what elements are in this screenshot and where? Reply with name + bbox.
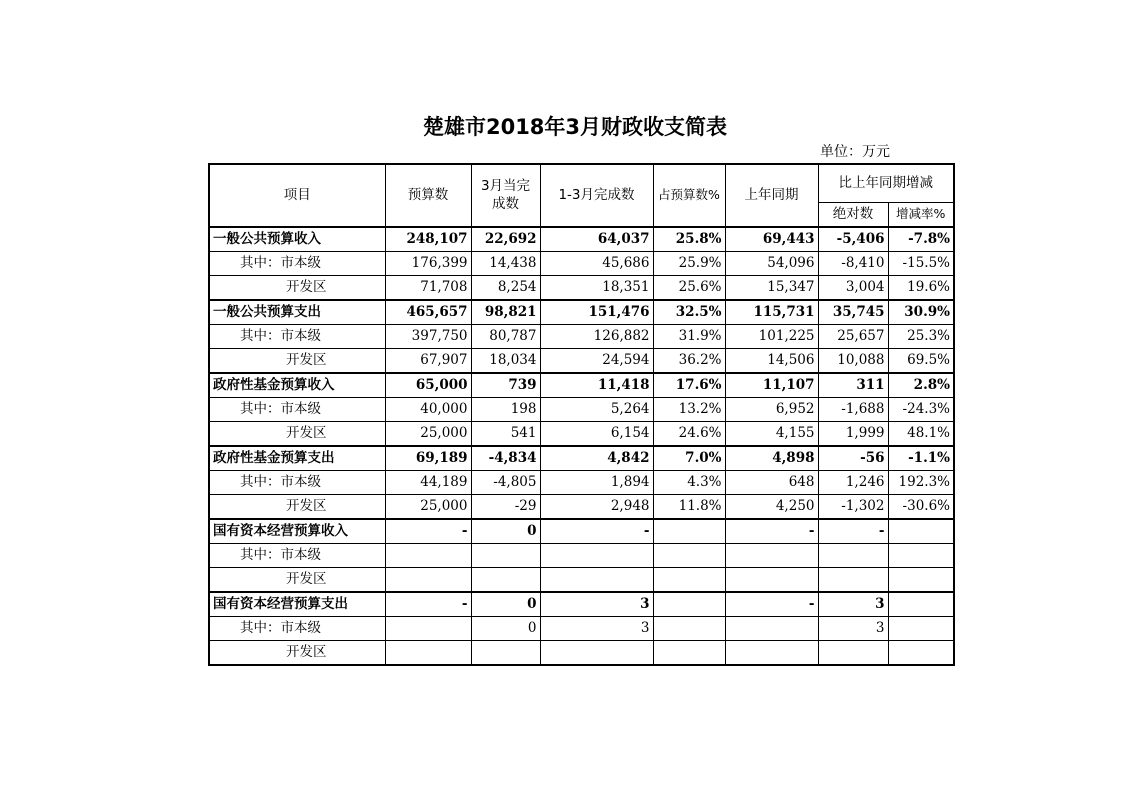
header-ytd: 1-3月完成数: [540, 164, 653, 227]
table-cell: [653, 519, 725, 544]
table-body: [209, 227, 954, 665]
table-cell: 4.3%: [653, 470, 725, 494]
table-cell: [888, 519, 954, 544]
table-cell: 31.9%: [653, 324, 725, 348]
row-label: 其中：市本级: [209, 324, 385, 348]
table-cell: 71,708: [385, 275, 471, 300]
table-cell: 176,399: [385, 251, 471, 275]
table-cell: 98,821: [471, 300, 540, 325]
table-cell: 80,787: [471, 324, 540, 348]
table-cell: 6,154: [540, 421, 653, 446]
table-cell: -5,406: [818, 227, 888, 252]
table-cell: [725, 543, 818, 567]
table-row: [209, 640, 954, 665]
table-row: [209, 470, 954, 494]
table-cell: 69,189: [385, 446, 471, 471]
table-row: [209, 251, 954, 275]
table-cell: 4,898: [725, 446, 818, 471]
header-item: 项目: [209, 164, 385, 227]
row-label: 开发区: [209, 494, 385, 519]
table-cell: 18,351: [540, 275, 653, 300]
table-cell: [471, 543, 540, 567]
row-label: 其中：市本级: [209, 251, 385, 275]
table-cell: 2.8%: [888, 373, 954, 398]
table-cell: [888, 543, 954, 567]
table-cell: 18,034: [471, 348, 540, 373]
table-cell: [540, 543, 653, 567]
row-label: 其中：市本级: [209, 470, 385, 494]
table-cell: 15,347: [725, 275, 818, 300]
table-cell: 36.2%: [653, 348, 725, 373]
unit-label: 单位：万元: [820, 144, 890, 160]
table-cell: 25,000: [385, 494, 471, 519]
table-cell: 192.3%: [888, 470, 954, 494]
table-cell: [818, 543, 888, 567]
table-row: [209, 543, 954, 567]
table-cell: 4,842: [540, 446, 653, 471]
table-cell: -1.1%: [888, 446, 954, 471]
table-cell: 69,443: [725, 227, 818, 252]
table-cell: 541: [471, 421, 540, 446]
table-cell: -56: [818, 446, 888, 471]
table-row: [209, 519, 954, 544]
row-label: 开发区: [209, 567, 385, 592]
table-cell: 25,000: [385, 421, 471, 446]
table-cell: -24.3%: [888, 397, 954, 421]
table-cell: 198: [471, 397, 540, 421]
header-pct: 占预算数%: [653, 164, 725, 227]
table-cell: [725, 616, 818, 640]
table-cell: [653, 592, 725, 617]
table-cell: 465,657: [385, 300, 471, 325]
row-label: 国有资本经营预算收入: [209, 519, 385, 544]
table-cell: -30.6%: [888, 494, 954, 519]
table-cell: [385, 543, 471, 567]
row-label: 开发区: [209, 640, 385, 665]
table-cell: 40,000: [385, 397, 471, 421]
table-cell: -8,410: [818, 251, 888, 275]
table-cell: 14,438: [471, 251, 540, 275]
table-row: [209, 567, 954, 592]
table-cell: [385, 616, 471, 640]
table-cell: -: [385, 519, 471, 544]
table-cell: -: [540, 519, 653, 544]
table-cell: -: [725, 519, 818, 544]
table-cell: 248,107: [385, 227, 471, 252]
table-cell: 3: [818, 592, 888, 617]
header-abs: 绝对数: [818, 202, 888, 227]
table-row: [209, 494, 954, 519]
table-cell: [653, 640, 725, 665]
row-label: 开发区: [209, 421, 385, 446]
table-cell: -4,805: [471, 470, 540, 494]
header-budget: 预算数: [385, 164, 471, 227]
row-label: 政府性基金预算收入: [209, 373, 385, 398]
table-cell: 4,155: [725, 421, 818, 446]
table-row: [209, 592, 954, 617]
table-cell: -: [818, 519, 888, 544]
table-cell: 13.2%: [653, 397, 725, 421]
table-cell: [818, 567, 888, 592]
row-label: 其中：市本级: [209, 543, 385, 567]
table-cell: 25,657: [818, 324, 888, 348]
header-month: [471, 164, 540, 227]
table-cell: 25.8%: [653, 227, 725, 252]
table-cell: 48.1%: [888, 421, 954, 446]
table-cell: 5,264: [540, 397, 653, 421]
table-cell: [471, 640, 540, 665]
table-cell: [385, 567, 471, 592]
table-cell: 115,731: [725, 300, 818, 325]
finance-table: [208, 163, 955, 666]
table-cell: [471, 567, 540, 592]
table-cell: 11.8%: [653, 494, 725, 519]
row-label: 其中：市本级: [209, 397, 385, 421]
table-cell: 11,107: [725, 373, 818, 398]
table-cell: 65,000: [385, 373, 471, 398]
table-row: [209, 348, 954, 373]
table-cell: [888, 640, 954, 665]
table-cell: 22,692: [471, 227, 540, 252]
table-cell: 44,189: [385, 470, 471, 494]
table-cell: 151,476: [540, 300, 653, 325]
table-cell: 24,594: [540, 348, 653, 373]
table-row: [209, 446, 954, 471]
table-row: [209, 421, 954, 446]
table-cell: -1,688: [818, 397, 888, 421]
table-cell: [653, 567, 725, 592]
table-cell: 101,225: [725, 324, 818, 348]
table-cell: 6,952: [725, 397, 818, 421]
table-cell: 10,088: [818, 348, 888, 373]
header-lastyear: 上年同期: [725, 164, 818, 227]
table-row: [209, 227, 954, 252]
table-row: [209, 616, 954, 640]
table-row: [209, 324, 954, 348]
table-cell: 25.9%: [653, 251, 725, 275]
row-label: 开发区: [209, 348, 385, 373]
table-cell: 3: [540, 592, 653, 617]
table-cell: 2,948: [540, 494, 653, 519]
table-cell: 17.6%: [653, 373, 725, 398]
table-cell: 1,999: [818, 421, 888, 446]
table-cell: 311: [818, 373, 888, 398]
table-cell: 45,686: [540, 251, 653, 275]
table-cell: 35,745: [818, 300, 888, 325]
table-cell: 14,506: [725, 348, 818, 373]
table-cell: [725, 567, 818, 592]
header-rate: 增减率%: [888, 202, 954, 227]
table-cell: 32.5%: [653, 300, 725, 325]
table-row: [209, 300, 954, 325]
table-cell: 0: [471, 519, 540, 544]
table-cell: 7.0%: [653, 446, 725, 471]
table-cell: 19.6%: [888, 275, 954, 300]
table-cell: 397,750: [385, 324, 471, 348]
row-label: 政府性基金预算支出: [209, 446, 385, 471]
table-row: [209, 397, 954, 421]
table-cell: 64,037: [540, 227, 653, 252]
table-cell: 11,418: [540, 373, 653, 398]
table-cell: [888, 592, 954, 617]
table-cell: -1,302: [818, 494, 888, 519]
table-cell: 3,004: [818, 275, 888, 300]
table-cell: 739: [471, 373, 540, 398]
table-row: [209, 373, 954, 398]
table-cell: 30.9%: [888, 300, 954, 325]
table-cell: 0: [471, 592, 540, 617]
table-cell: 0: [471, 616, 540, 640]
row-label: 开发区: [209, 275, 385, 300]
table-cell: [653, 616, 725, 640]
table-cell: -: [725, 592, 818, 617]
table-cell: 1,894: [540, 470, 653, 494]
table-cell: -4,834: [471, 446, 540, 471]
page-title: 楚雄市2018年3月财政收支简表: [422, 115, 728, 139]
table-cell: -7.8%: [888, 227, 954, 252]
table-cell: [540, 640, 653, 665]
table-cell: 3: [540, 616, 653, 640]
table-cell: 4,250: [725, 494, 818, 519]
table-cell: [540, 567, 653, 592]
table-cell: 25.6%: [653, 275, 725, 300]
table-cell: 126,882: [540, 324, 653, 348]
row-label: 国有资本经营预算支出: [209, 592, 385, 617]
row-label: 其中：市本级: [209, 616, 385, 640]
table-cell: [653, 543, 725, 567]
table-cell: -15.5%: [888, 251, 954, 275]
table-cell: [385, 640, 471, 665]
header-month-text: 3月当完成数: [480, 178, 531, 213]
table-cell: 25.3%: [888, 324, 954, 348]
table-cell: 3: [818, 616, 888, 640]
table-cell: 67,907: [385, 348, 471, 373]
table-cell: [888, 616, 954, 640]
table-cell: [725, 640, 818, 665]
table-cell: 69.5%: [888, 348, 954, 373]
row-label: 一般公共预算支出: [209, 300, 385, 325]
header-change: 比上年同期增减: [818, 164, 954, 202]
table-cell: 54,096: [725, 251, 818, 275]
table-row: [209, 275, 954, 300]
table-cell: [888, 567, 954, 592]
table-cell: -29: [471, 494, 540, 519]
table-cell: [818, 640, 888, 665]
table-cell: 24.6%: [653, 421, 725, 446]
table-cell: 648: [725, 470, 818, 494]
row-label: 一般公共预算收入: [209, 227, 385, 252]
table-cell: 8,254: [471, 275, 540, 300]
table-cell: 1,246: [818, 470, 888, 494]
table-cell: -: [385, 592, 471, 617]
